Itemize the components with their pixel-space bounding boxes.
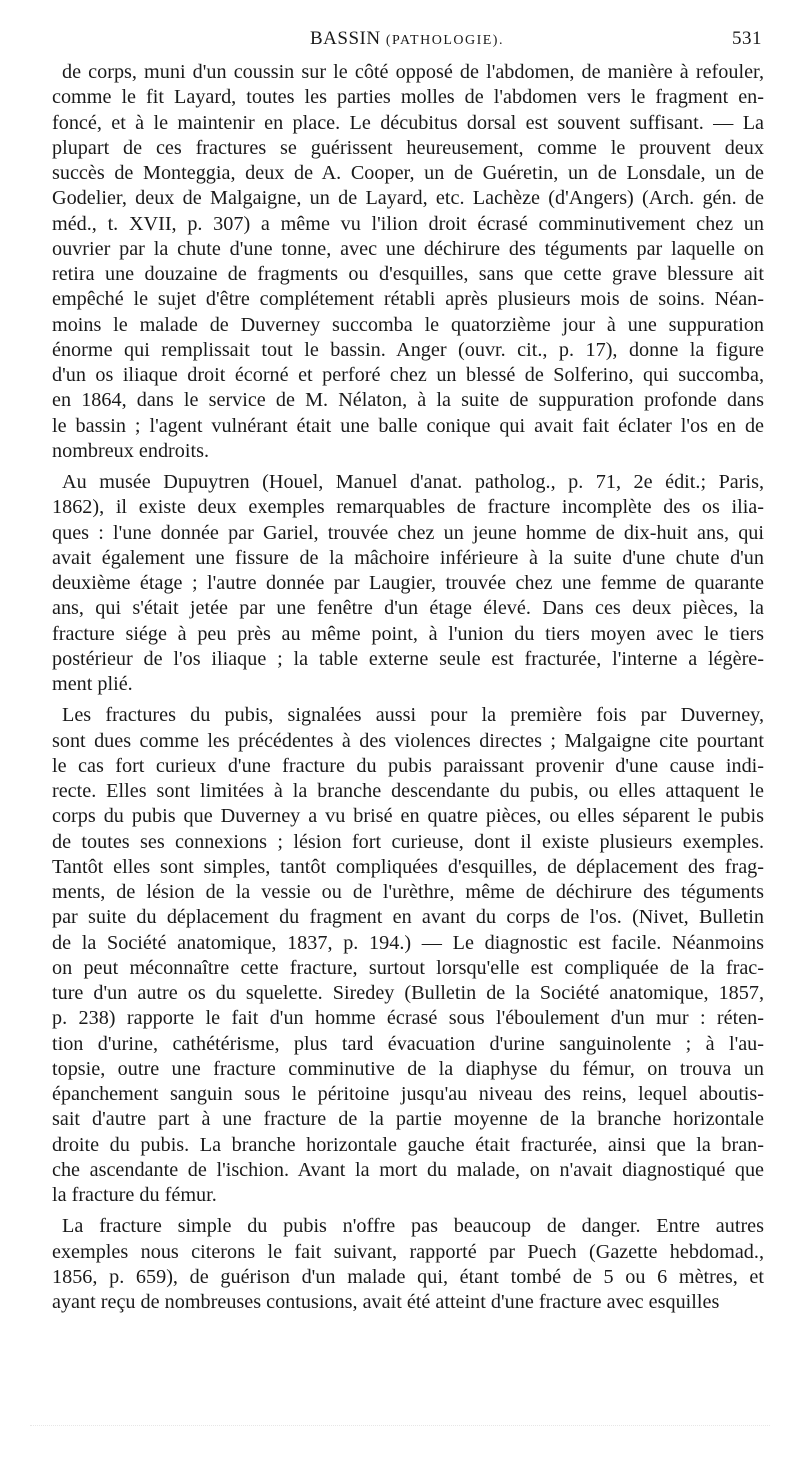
text-line: énorme qui remplissait tout le bassin. Anger (ouvr. cit., p. 17), donne la figure	[52, 338, 764, 361]
text-line: corps du pubis que Duverney a vu brisé en quatre pièces, ou elles séparent le pubis	[52, 805, 764, 828]
running-title-sub: (PATHOLOGIE).	[385, 33, 504, 48]
text-line: 1856, p. 659), de guérison d'un malade qui, étant tombé de 5 ou 6 mètres, et	[52, 1265, 764, 1288]
text-line: 1862), il existe deux exemples remarquables de fracture incomplète des os ilia-	[52, 496, 764, 519]
text-line: le cas fort curieux d'une fracture du pubis paraissant provenir d'une cause indi-	[52, 754, 764, 777]
text-line: succès de Monteggia, deux de A. Cooper, un de Guéretin, un de Lonsdale, un de	[52, 162, 764, 184]
text-line: Au musée Dupuytren (Houel, Manuel d'anat. patholog., p. 71, 2e édit.; Paris,	[62, 471, 764, 493]
text-line: empêché le sujet d'être complétement rétabli après plusieurs mois de soins. Néan-	[52, 288, 764, 311]
text-line: de la Société anatomique, 1837, p. 194.) — Le diagnostic est facile. Néanmoins	[52, 931, 764, 954]
text-line: le bassin ; l'agent vulnérant était une balle conique qui avait fait éclater l'os en de	[52, 414, 764, 437]
text-line: moins le malade de Duverney succomba le quatorzième jour à une suppuration	[52, 313, 764, 336]
text-line: recte. Elles sont limitées à la branche descendante du pubis, ou elles attaquent le	[52, 780, 764, 802]
paragraph	[52, 703, 764, 1208]
text-line: postérieur de l'os iliaque ; la table externe seule est fracturée, l'interne a légère-	[52, 647, 764, 670]
text-line: plupart de ces fractures se guérissent heureusement, comme le prouvent deux	[52, 136, 764, 159]
text-line: épanchement sanguin sous le péritoine jusqu'au niveau des reins, lequel aboutis-	[52, 1083, 764, 1105]
text-line: ments, de lésion de la vessie ou de l'urèthre, même de déchirure des téguments	[52, 881, 764, 903]
paragraph	[52, 1214, 764, 1315]
text-line: comme le fit Layard, toutes les parties molles de l'abdomen vers le fragment en-	[52, 86, 764, 109]
text-line: d'un os iliaque droit écorné et perforé chez un blessé de Solferino, qui succomba,	[52, 364, 764, 386]
text-line: exemples nous citerons le fait suivant, rapporté par Puech (Gazette hebdomad.,	[52, 1240, 764, 1263]
text-line: La fracture simple du pubis n'offre pas beaucoup de danger. Entre autres	[62, 1215, 764, 1238]
text-line: on peut méconnaître cette fracture, surtout lorsqu'elle est compliquée de la frac-	[52, 956, 764, 979]
text-line: foncé, et à le maintenir en place. Le décubitus dorsal est souvent suffisant. — La	[52, 111, 764, 134]
paragraph	[52, 60, 764, 464]
page-bottom-smudge	[30, 1425, 770, 1436]
text-line: droite du pubis. La branche horizontale gauche était fracturée, ainsi que la bran-	[52, 1133, 764, 1156]
text-line: ment plié.	[52, 673, 133, 695]
text-line: retira une douzaine de fragments ou d'esquilles, sans que cette grave blessure ait	[52, 263, 764, 285]
text-line: che ascendante de l'ischion. Avant la mort du malade, on n'avait diagnostiqué que	[52, 1158, 764, 1181]
text-line: topsie, outre une fracture comminutive de la diaphyse du fémur, on trouva un	[52, 1057, 764, 1080]
text-line: de toutes ses connexions ; lésion fort curieuse, dont il existe plusieurs exemples.	[52, 830, 764, 853]
text-line: en 1864, dans le service de M. Nélaton, à la suite de suppuration profonde dans	[52, 389, 764, 412]
text-line: ques : l'une donnée par Gariel, trouvée chez un jeune homme de dix-huit ans, qui	[52, 521, 764, 544]
body-text	[52, 60, 764, 1315]
text-line: par suite du déplacement du fragment en avant du corps de l'os. (Nivet, Bulletin	[52, 906, 764, 929]
text-line: deuxième étage ; l'autre donnée par Laugier, trouvée chez une femme de quarante	[52, 572, 764, 594]
text-line: ayant reçu de nombreuses contusions, avait été atteint d'une fracture avec esquilles	[52, 1291, 720, 1313]
text-line: fracture siége à peu près au même point, à l'union du tiers moyen avec le tiers	[52, 622, 764, 645]
text-line: sait d'autre part à une fracture de la partie moyenne de la branche horizontale	[52, 1108, 764, 1131]
running-title-main: BASSIN	[310, 28, 381, 49]
running-head	[52, 28, 762, 54]
text-line: la fracture du fémur.	[52, 1184, 217, 1206]
text-line: ture d'un autre os du squelette. Siredey (Bulletin de la Société anatomique, 1857,	[52, 982, 764, 1004]
page-number: 531	[732, 28, 762, 49]
text-line: ans, qui s'était jetée par une fenêtre d'un étage élevé. Dans ces deux pièces, la	[52, 597, 764, 620]
text-line: tion d'urine, cathétérisme, plus tard évacuation d'urine sanguinolente ; à l'au-	[52, 1032, 764, 1055]
text-line: méd., t. XVII, p. 307) a même vu l'ilion droit écrasé comminutivement chez un	[52, 212, 764, 235]
text-line: Tantôt elles sont simples, tantôt compliquées d'esquilles, de déplacement des frag-	[52, 855, 764, 878]
text-line: Godelier, deux de Malgaigne, un de Layard, etc. Lachèze (d'Angers) (Arch. gén. de	[52, 187, 764, 210]
paragraph	[52, 470, 764, 697]
text-line: nombreux endroits.	[52, 439, 209, 462]
text-line: ouvrier par la chute d'une tonne, avec une déchirure des téguments par laquelle on	[52, 237, 764, 260]
text-line: p. 238) rapporte le fait d'un homme écrasé sous l'éboulement d'un mur : réten-	[52, 1007, 764, 1030]
text-line: Les fractures du pubis, signalées aussi pour la première fois par Duverney,	[62, 704, 764, 727]
running-title	[52, 28, 762, 50]
text-line: avait également une fissure de la mâchoire inférieure à la suite d'une chute d'un	[52, 546, 764, 569]
text-line: de corps, muni d'un coussin sur le côté opposé de l'abdomen, de manière à refouler,	[62, 61, 764, 83]
text-line: sont dues comme les précédentes à des violences directes ; Malgaigne cite pourtant	[52, 729, 764, 752]
